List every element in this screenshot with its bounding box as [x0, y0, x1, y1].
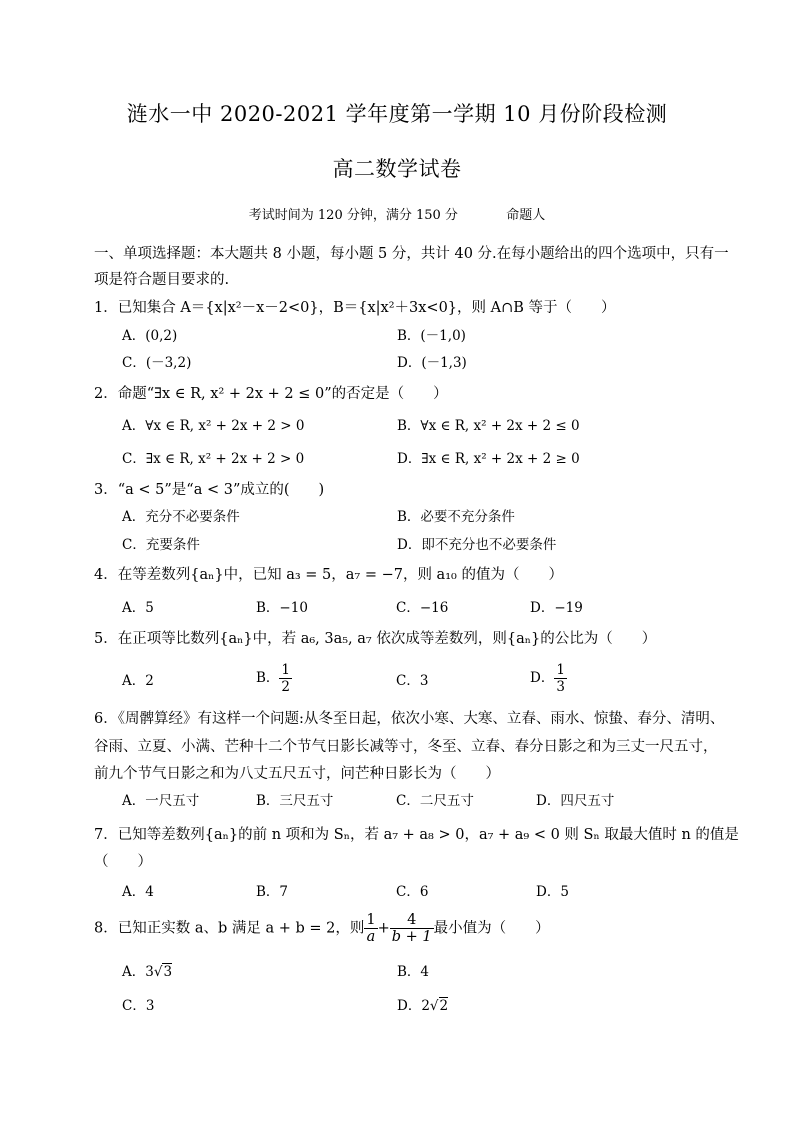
q2-option-a: A．∀x ∈ R, x² + 2x + 2 > 0: [122, 418, 305, 434]
q2-option-b: B．∀x ∈ R, x² + 2x + 2 ≤ 0: [397, 418, 580, 434]
q8-d-radicand: 2: [439, 998, 449, 1014]
section-intro-line1: 一、单项选择题：本大题共 8 小题，每小题 5 分，共计 40 分.在每小题给出的四个选项中，只有一: [94, 246, 729, 262]
q8-a-radicand: 3: [163, 964, 173, 980]
q8-option-a-letter: A．: [122, 964, 146, 980]
q3-option-c: C．充要条件: [122, 537, 200, 553]
q8-option-a: [122, 962, 172, 982]
q8-fraction-1: [364, 912, 377, 945]
q5-option-b: [256, 662, 292, 695]
q7-option-d: D．5: [536, 884, 569, 900]
q3-stem: 3．“a < 5”是“a < 3”成立的( ): [94, 482, 325, 498]
q6-stem-line2: 谷雨、立夏、小满、芒种十二个节气日影长减等寸，冬至、立春、春分日影之和为三丈一尺五寸，: [94, 739, 718, 755]
q6-option-a: A．一尺五寸: [122, 793, 200, 809]
q4-option-b: B．−10: [256, 600, 308, 616]
q8-f2-numerator: 4: [390, 912, 434, 929]
q5-stem: 5．在正项等比数列{aₙ}中，若 a₆, 3a₅, a₇ 依次成等差数列，则{aₙ}的公比为（ ）: [94, 631, 657, 647]
exam-time-score: 考试时间为 120 分钟，满分 150 分: [248, 208, 458, 223]
q3-option-a: A．充分不必要条件: [122, 509, 240, 525]
q8-option-b: B．4: [397, 964, 430, 980]
q7-option-c: C．6: [396, 884, 429, 900]
q5-b-numerator: 1: [281, 662, 291, 678]
q8-d-sqrt: 2√2: [421, 998, 449, 1014]
q4-option-a: A．5: [122, 600, 154, 616]
q2-option-c: C．∃x ∈ R, x² + 2x + 2 > 0: [122, 451, 305, 467]
q2-stem: 2．命题“∃x ∈ R, x² + 2x + 2 ≤ 0”的否定是（ ）: [94, 386, 448, 402]
q7-option-b: B．7: [256, 884, 289, 900]
exam-author-label: 命题人: [506, 208, 546, 223]
q5-option-d-letter: D．: [530, 670, 555, 686]
q8-a-coef: 3: [145, 964, 154, 980]
q8-option-d: [397, 996, 448, 1016]
q5-option-b-letter: B．: [256, 670, 280, 686]
q5-option-a: A．2: [122, 673, 154, 689]
q8-fraction-2: [390, 912, 434, 945]
q7-option-a: A．4: [122, 884, 154, 900]
q5-option-c: C．3: [396, 673, 429, 689]
q6-option-c: C．二尺五寸: [396, 793, 474, 809]
q5-d-numerator: 1: [556, 662, 565, 678]
q2-option-d: D．∃x ∈ R, x² + 2x + 2 ≥ 0: [397, 451, 580, 467]
q5-option-d-fraction: [554, 662, 567, 695]
q4-stem: 4．在等差数列{aₙ}中，已知 a₃ = 5，a₇ = −7，则 a₁₀ 的值为（ ）: [94, 567, 563, 583]
q4-option-c: C．−16: [396, 600, 449, 616]
q7-stem-line1: 7．已知等差数列{aₙ}的前 n 项和为 Sₙ，若 a₇ + a₈ > 0，a₇ + a₉ < 0 则 Sₙ 取最大值时 n 的值是: [94, 827, 739, 843]
q5-b-denominator: 2: [281, 679, 291, 695]
q8-option-d-letter: D．: [397, 998, 422, 1014]
q8-stem-pre: 8．已知正实数 a、b 满足 a + b = 2，则: [94, 920, 365, 937]
q1-option-d: D．(－1,3): [397, 355, 467, 371]
q5-d-denominator: 3: [556, 679, 565, 695]
q5-option-d: [530, 662, 567, 695]
q3-option-b: B．必要不充分条件: [397, 509, 515, 525]
q8-a-sqrt: 3√3: [145, 964, 173, 980]
q8-stem: [94, 912, 550, 945]
q6-option-b: B．三尺五寸: [256, 793, 334, 809]
q8-f1-denominator: a: [366, 929, 376, 945]
q1-option-a: A．(0,2): [122, 328, 178, 344]
q1-stem: 1．已知集合 A＝{x|x²－x－2<0}，B＝{x|x²＋3x<0}，则 A∩B 等于（ ）: [94, 300, 616, 316]
section-intro-line2: 项是符合题目要求的.: [94, 272, 230, 288]
q8-option-c: C．3: [122, 998, 155, 1014]
q8-stem-post: 最小值为（ ）: [433, 920, 550, 937]
q6-option-d: D．四尺五寸: [536, 793, 615, 809]
q3-option-d: D．即不充分也不必要条件: [397, 537, 557, 553]
q8-f2-denominator: b + 1: [391, 929, 432, 945]
q5-option-b-fraction: [279, 662, 292, 695]
q6-stem-line1: 6．《周髀算经》有这样一个问题:从冬至日起，依次小寒、大寒、立春、雨水、惊蛰、春分、清明、: [94, 711, 725, 727]
q8-plus: +: [377, 920, 390, 937]
exam-subject: 高二数学试卷: [332, 157, 462, 181]
q8-f1-numerator: 1: [366, 912, 376, 928]
q7-stem-line2: （ ）: [94, 854, 152, 870]
q8-d-coef: 2: [421, 998, 430, 1014]
q6-stem-line3: 前九个节气日影之和为八丈五尺五寸，问芒种日影长为（ ）: [94, 766, 500, 782]
q4-option-d: D．−19: [530, 600, 583, 616]
exam-info: [0, 204, 794, 223]
q1-option-c: C．(－3,2): [122, 355, 192, 371]
exam-title: 涟水一中 2020-2021 学年度第一学期 10 月份阶段检测: [126, 102, 668, 126]
q1-option-b: B．(－1,0): [397, 328, 466, 344]
